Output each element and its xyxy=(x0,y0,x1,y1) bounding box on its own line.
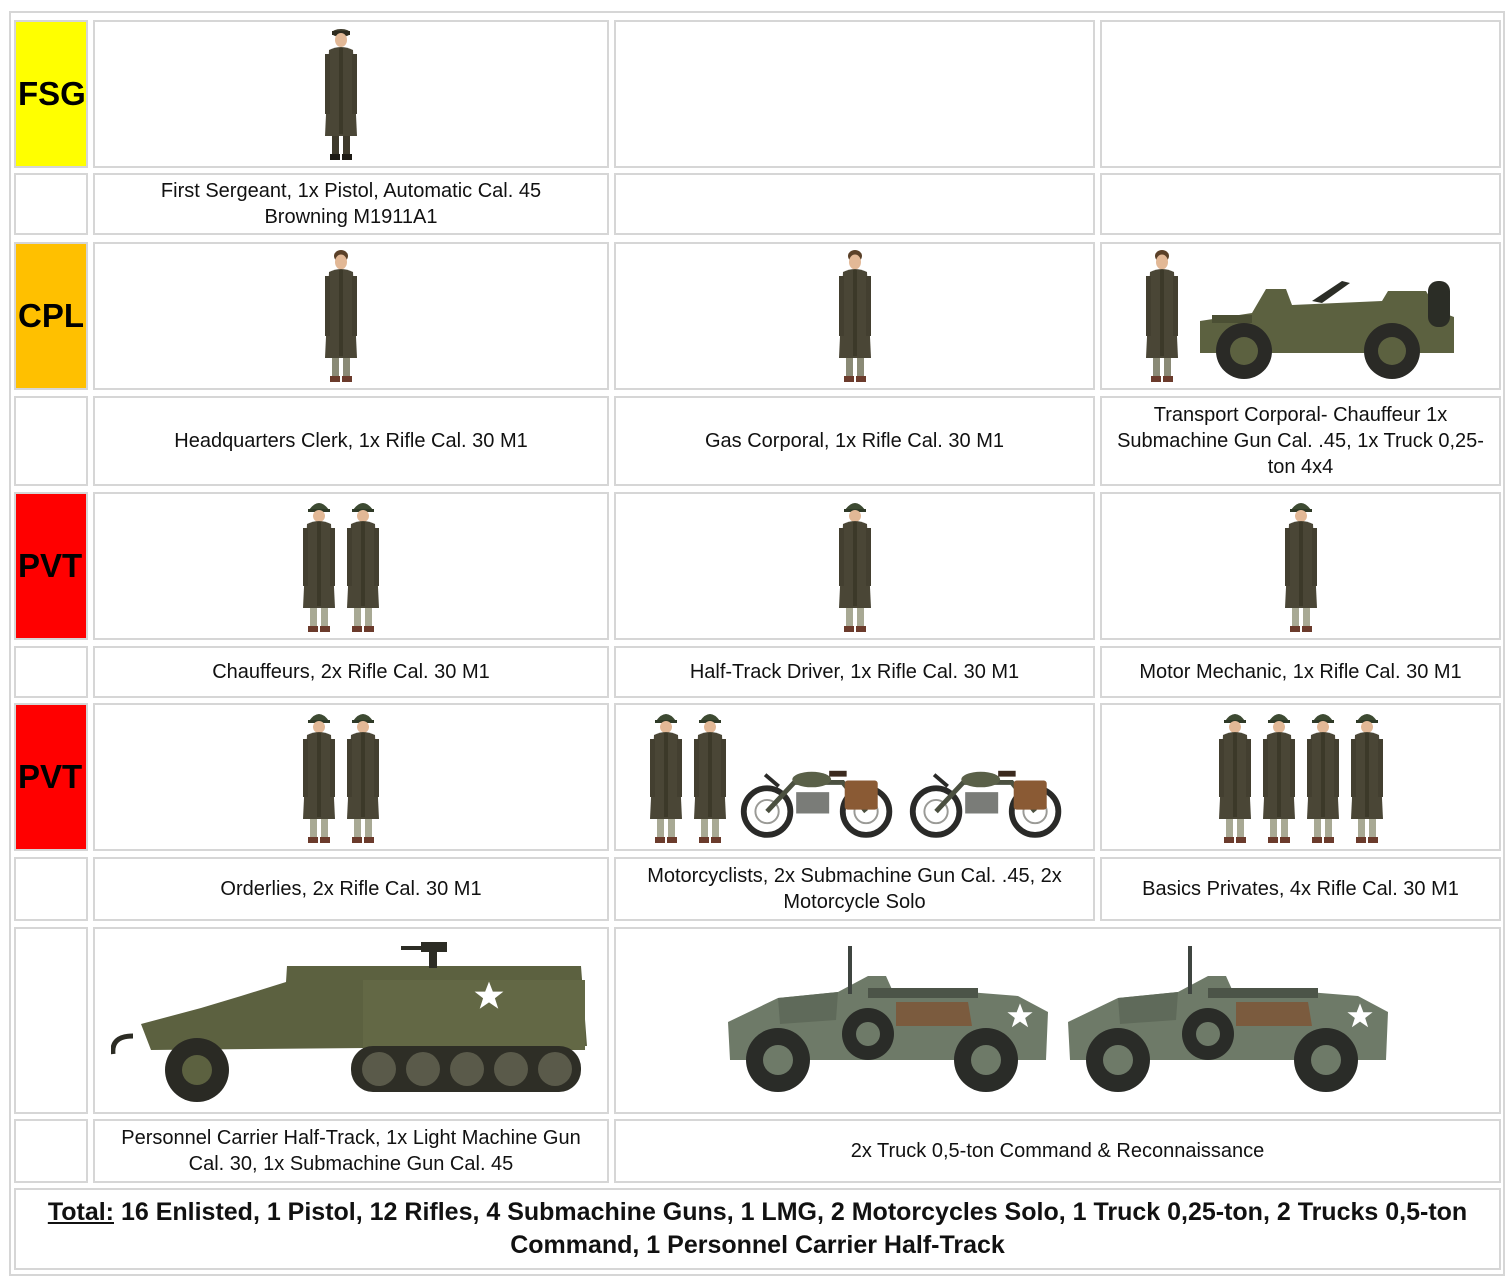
caption-halftrack-driver: Half-Track Driver, 1x Rifle Cal. 30 M1 xyxy=(614,646,1095,698)
empty-rank-cell xyxy=(14,1119,88,1183)
caption-motorcyclists: Motorcyclists, 2x Submachine Gun Cal. .45, 2x Motorcycle Solo xyxy=(614,857,1095,921)
halftrack-image-cell xyxy=(93,927,609,1114)
empty-cell xyxy=(614,20,1095,168)
empty-rank-cell xyxy=(14,927,88,1114)
rank-badge-pvt-2 xyxy=(14,703,88,851)
rank-badge-pvt-1 xyxy=(14,492,88,640)
toe-table xyxy=(9,11,1505,1276)
caption-motor-mechanic: Motor Mechanic, 1x Rifle Cal. 30 M1 xyxy=(1100,646,1501,698)
total-value: 16 Enlisted, 1 Pistol, 12 Rifles, 4 Submachine Guns, 1 LMG, 2 Motorcycles Solo, 1 Truck 0,25-ton, 2 Trucks 0,5-ton Command, 1 Personnel Carrier Half-Track xyxy=(114,1198,1468,1259)
rank-badge-fsg xyxy=(14,20,88,168)
command-truck-icon xyxy=(718,936,1058,1106)
total-label: Total: xyxy=(47,1198,114,1226)
helmet-soldier-figure-icon xyxy=(343,707,383,847)
caption-hq-clerk: Headquarters Clerk, 1x Rifle Cal. 30 M1 xyxy=(93,396,609,486)
empty-cell xyxy=(1100,173,1501,235)
chauffeurs-image-cell xyxy=(93,492,609,640)
caption-basic-privates: Basics Privates, 4x Rifle Cal. 30 M1 xyxy=(1100,857,1501,921)
empty-cell xyxy=(614,173,1095,235)
helmet-soldier-figure-icon xyxy=(1215,707,1255,847)
halftrack-driver-image-cell xyxy=(614,492,1095,640)
helmet-soldier-figure-icon xyxy=(299,707,339,847)
officer-figure-icon xyxy=(321,24,361,164)
motorcycle-icon xyxy=(736,753,901,841)
caption-chauffeurs: Chauffeurs, 2x Rifle Cal. 30 M1 xyxy=(93,646,609,698)
empty-cell xyxy=(1100,20,1501,168)
motorcyclists-image-cell xyxy=(614,703,1095,851)
caption-halftrack: Personnel Carrier Half-Track, 1x Light Machine Gun Cal. 30, 1x Submachine Gun Cal. 45 xyxy=(93,1119,609,1183)
half-track-icon xyxy=(111,936,591,1106)
rank-label-pvt-1: PVT xyxy=(18,547,83,584)
empty-rank-cell xyxy=(14,857,88,921)
caption-transport-corporal: Transport Corporal- Chauffeur 1x Submachine Gun Cal. .45, 1x Truck 0,25-ton 4x4 xyxy=(1100,396,1501,486)
command-trucks-image-cell xyxy=(614,927,1501,1114)
helmet-soldier-figure-icon xyxy=(1281,496,1321,636)
rank-label-cpl: CPL xyxy=(18,297,84,334)
caption-gas-corporal: Gas Corporal, 1x Rifle Cal. 30 M1 xyxy=(614,396,1095,486)
helmet-soldier-figure-icon xyxy=(343,496,383,636)
total-summary xyxy=(14,1188,1501,1270)
rank-label-fsg: FSG xyxy=(18,75,86,112)
soldier-figure-icon xyxy=(1142,246,1182,386)
basic-privates-image-cell xyxy=(1100,703,1501,851)
caption-orderlies: Orderlies, 2x Rifle Cal. 30 M1 xyxy=(93,857,609,921)
orderlies-image-cell xyxy=(93,703,609,851)
motorcycle-icon xyxy=(905,753,1070,841)
command-truck-icon xyxy=(1058,936,1398,1106)
total-text xyxy=(36,1196,1479,1262)
caption-command-trucks: 2x Truck 0,5-ton Command & Reconnaissance xyxy=(614,1119,1501,1183)
helmet-soldier-figure-icon xyxy=(1347,707,1387,847)
gas-corporal-image-cell xyxy=(614,242,1095,390)
transport-corporal-image-cell xyxy=(1100,242,1501,390)
helmet-soldier-figure-icon xyxy=(1303,707,1343,847)
empty-rank-cell xyxy=(14,173,88,235)
caption-first-sergeant: First Sergeant, 1x Pistol, Automatic Cal. 45 Browning M1911A1 xyxy=(93,173,609,235)
motor-mechanic-image-cell xyxy=(1100,492,1501,640)
soldier-figure-icon xyxy=(835,246,875,386)
hq-clerk-image-cell xyxy=(93,242,609,390)
helmet-soldier-figure-icon xyxy=(299,496,339,636)
helmet-soldier-figure-icon xyxy=(1259,707,1299,847)
rank-badge-cpl xyxy=(14,242,88,390)
helmet-soldier-figure-icon xyxy=(835,496,875,636)
jeep-icon xyxy=(1192,261,1462,381)
fsg-image-cell xyxy=(93,20,609,168)
soldier-figure-icon xyxy=(321,246,361,386)
helmet-soldier-figure-icon xyxy=(690,707,730,847)
empty-rank-cell xyxy=(14,646,88,698)
empty-rank-cell xyxy=(14,396,88,486)
helmet-soldier-figure-icon xyxy=(646,707,686,847)
rank-label-pvt-2: PVT xyxy=(18,758,83,795)
